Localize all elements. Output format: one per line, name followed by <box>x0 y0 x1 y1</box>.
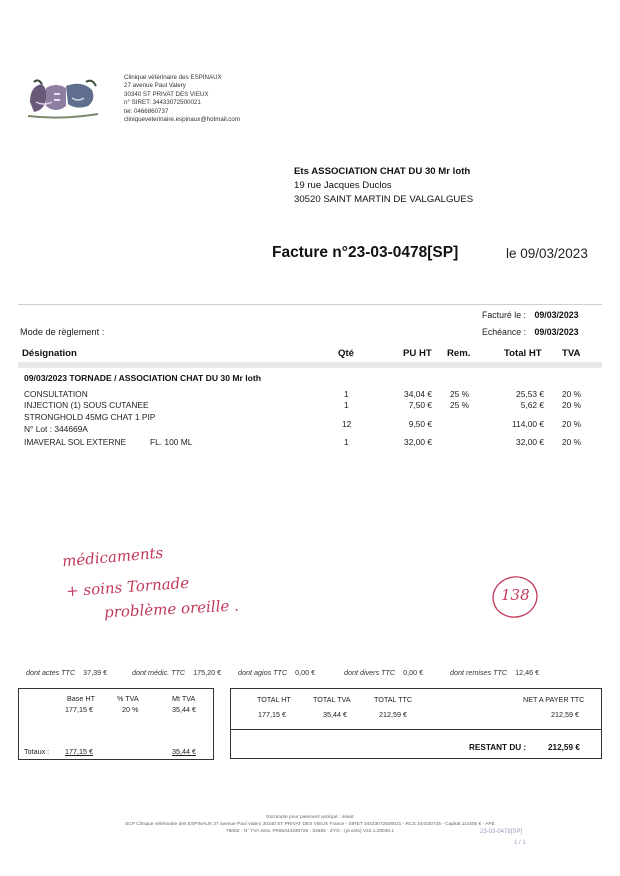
invoice-title: Facture n°23-03-0478[SP] <box>272 244 459 261</box>
footer-legal <box>0 814 620 835</box>
clinic-address-2: 30340 ST PRIVAT DES VIEUX <box>124 90 209 98</box>
tva-pct-label: % TVA <box>117 694 139 703</box>
row-2-qte: 1 <box>344 400 349 410</box>
col-rem: Rem. <box>447 348 471 359</box>
totaux-tva-value: 35,44 € <box>172 747 196 756</box>
row-4-tva: 20 % <box>562 437 582 447</box>
clinic-siret: n° SIRET: 34433072500021 <box>124 99 201 107</box>
clinic-logo <box>26 76 100 122</box>
facture-le <box>482 310 579 320</box>
recipient-city: 30520 SAINT MARTIN DE VALGALGUES <box>294 194 474 205</box>
echeance <box>482 327 579 337</box>
row-1-rem: 25 % <box>450 389 470 399</box>
summary-remises <box>450 668 539 677</box>
row-1-designation: CONSULTATION <box>24 389 88 399</box>
row-4-total: 32,00 € <box>516 437 544 447</box>
col-total-ht: Total HT <box>504 348 542 359</box>
total-ht-label: TOTAL HT <box>257 695 291 704</box>
summary-medic <box>132 668 221 677</box>
clinic-info <box>124 74 240 124</box>
payment-mode-label: Mode de règlement : <box>20 327 105 337</box>
restant-du-box <box>230 728 602 759</box>
row-1-total: 25,53 € <box>516 389 544 399</box>
circled-number-text: 138 <box>501 586 530 604</box>
footer-line-2: SCP Clinique vétérinaire des ESPINAUX 27 avenue Paul Valery 30340 ST PRIVAT DES VIEUX France - SIRET 34433072500021 - RCS 344330725 - Capital 114400 € - APE <box>125 822 495 827</box>
summary-medic-value: 175,20 € <box>193 668 222 677</box>
row-3-qte: 12 <box>342 419 352 429</box>
summary-divers-value: 0,00 € <box>403 668 424 677</box>
handwritten-note-line-1: médicaments <box>61 543 164 571</box>
row-3-total: 114,00 € <box>512 419 544 429</box>
summary-actes-label: dont actes TTC <box>26 668 76 677</box>
row-3-tva: 20 % <box>562 419 582 429</box>
consultation-header: 09/03/2023 TORNADE / ASSOCIATION CHAT DU 30 Mr loth <box>24 373 262 383</box>
row-3-lot: N° Lot : 344669A <box>24 424 88 434</box>
facture-le-value: 09/03/2023 <box>534 310 579 320</box>
header-band <box>18 362 602 368</box>
tva-mt-label: Mt TVA <box>172 694 196 703</box>
clinic-phone: tel: 0466860737 <box>124 107 169 115</box>
row-3-pu: 9,50 € <box>408 419 432 429</box>
invoice-date: le 09/03/2023 <box>506 246 588 261</box>
tva-base-ht-label: Base HT <box>67 694 95 703</box>
row-2-tva: 20 % <box>562 400 582 410</box>
totaux-label: Totaux : <box>24 747 50 756</box>
summary-agios <box>238 668 315 677</box>
row-4-designation: IMAVERAL SOL EXTERNE <box>24 437 127 447</box>
total-ttc-value: 212,59 € <box>379 710 407 719</box>
restant-du-label: RESTANT DU : <box>469 743 527 752</box>
echeance-label: Echéance : <box>482 327 527 337</box>
total-ht-value: 177,15 € <box>258 710 286 719</box>
row-2-designation: INJECTION (1) SOUS CUTANEE <box>24 400 149 410</box>
clinic-address-1: 27 avenue Paul Valery <box>124 82 186 90</box>
clinic-email: cliniqueveterinaire.espinaux@hotmail.com <box>124 116 240 124</box>
total-tva-label: TOTAL TVA <box>313 695 351 704</box>
col-designation: Désignation <box>22 348 77 359</box>
clinic-name: Clinique vétérinaire des ESPINAUX <box>124 74 222 81</box>
tva-base-ht-value: 177,15 € <box>65 705 93 714</box>
facture-le-label: Facturé le : <box>482 310 527 320</box>
row-1-qte: 1 <box>344 389 349 399</box>
row-4-pu: 32,00 € <box>404 437 432 447</box>
summary-agios-value: 0,00 € <box>295 668 316 677</box>
divider <box>18 304 602 305</box>
row-4-qte: 1 <box>344 437 349 447</box>
row-2-rem: 25 % <box>450 400 470 410</box>
tva-pct-value: 20 % <box>122 705 139 714</box>
row-2-total: 5,62 € <box>520 400 544 410</box>
handwritten-note-line-3: problème oreille . <box>103 596 240 622</box>
recipient-street: 19 rue Jacques Duclos <box>294 180 392 191</box>
summary-agios-label: dont agios TTC <box>238 668 288 677</box>
summary-actes <box>26 668 107 677</box>
footer-page-number: 1 / 1 <box>514 840 526 846</box>
col-qte: Qté <box>338 348 354 359</box>
restant-du-value: 212,59 € <box>548 743 580 752</box>
total-ttc-label: TOTAL TTC <box>374 695 413 704</box>
footer-line-3: 7500Z - N° TVA intra. FR96344330725 - 02665 - ZYG - (pl.veto) V22.1.23030.1 <box>225 829 395 834</box>
net-a-payer-value: 212,59 € <box>551 710 579 719</box>
row-1-pu: 34,04 € <box>404 389 432 399</box>
tva-mt-value: 35,44 € <box>172 705 196 714</box>
tva-box <box>18 688 214 760</box>
col-pu-ht: PU HT <box>403 348 432 359</box>
summary-remises-label: dont remises TTC <box>450 668 508 677</box>
summary-remises-value: 12,46 € <box>515 668 540 677</box>
summary-divers-label: dont divers TTC <box>344 668 396 677</box>
total-tva-value: 35,44 € <box>323 710 347 719</box>
handwritten-note-line-2: + soins Tornade <box>65 573 190 601</box>
footer-line-1: Escompte pour paiement anticipé : néant <box>266 815 354 820</box>
row-4-description: FL. 100 ML <box>150 437 193 447</box>
col-tva: TVA <box>562 348 581 359</box>
row-1-tva: 20 % <box>562 389 582 399</box>
summary-actes-value: 37,39 € <box>83 668 108 677</box>
circled-number <box>490 574 540 620</box>
summary-medic-label: dont médic. TTC <box>132 668 186 677</box>
row-2-pu: 7,50 € <box>408 400 432 410</box>
summary-divers <box>344 668 423 677</box>
totaux-base-value: 177,15 € <box>65 747 93 756</box>
recipient-address <box>294 165 473 207</box>
echeance-value: 09/03/2023 <box>534 327 579 337</box>
net-a-payer-label: NET A PAYER TTC <box>523 695 585 704</box>
footer-invoice-ref: 23-03-0478[SP] <box>480 829 523 835</box>
recipient-name: Ets ASSOCIATION CHAT DU 30 Mr loth <box>294 166 471 177</box>
row-3-designation: STRONGHOLD 45MG CHAT 1 PIP <box>24 412 156 422</box>
totals-box <box>230 688 602 730</box>
